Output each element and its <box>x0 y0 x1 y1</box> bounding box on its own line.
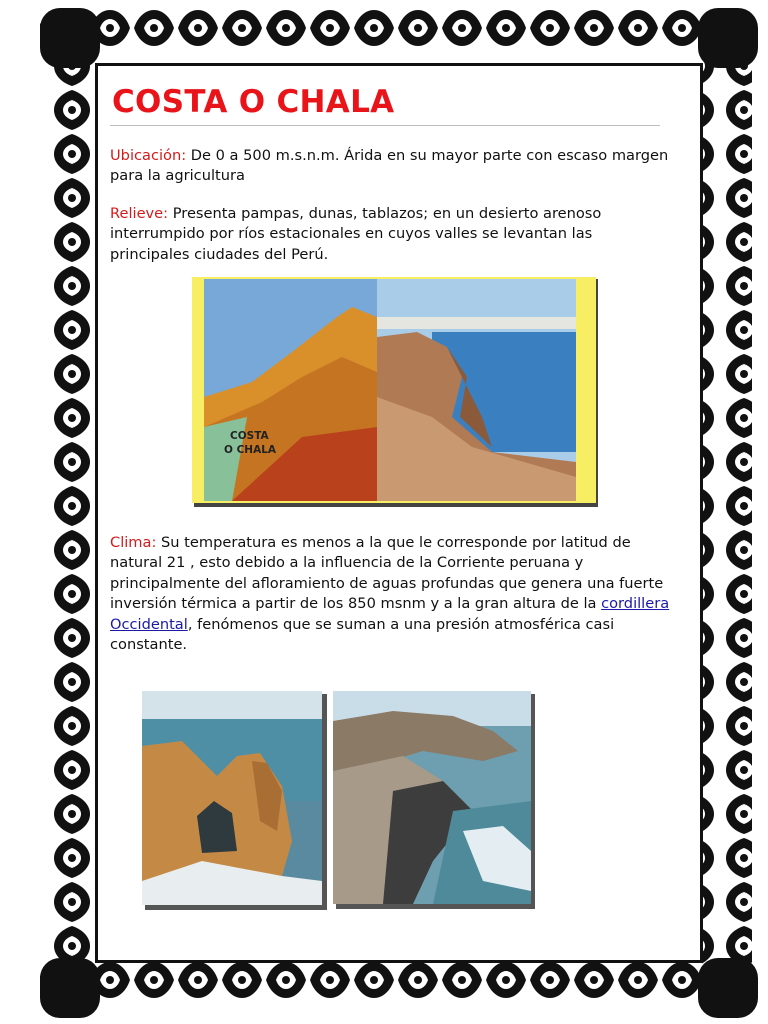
arch-rock-photo <box>142 691 327 910</box>
document-page <box>95 63 703 963</box>
paragraph-clima <box>110 533 670 655</box>
text-ubicacion: De 0 a 500 m.s.n.m. Árida en su mayor parte con escaso margen para la agricultura <box>110 147 669 185</box>
label-relieve: Relieve: <box>110 205 169 222</box>
map-caption-line2: O CHALA <box>224 444 277 456</box>
paragraph-ubicacion <box>110 146 670 187</box>
text-clima-after: , fenómenos que se suman a una presión atmosférica casi constante. <box>110 615 615 654</box>
label-ubicacion: Ubicación: <box>110 147 187 164</box>
coast-map-image <box>192 277 600 507</box>
paragraph-relieve <box>110 204 670 265</box>
label-clima: Clima: <box>110 534 157 551</box>
text-relieve: Presenta pampas, dunas, tablazos; en un desierto arenoso interrumpido por ríos estacionales en cuyos valles se levantan las principales ciudades del Perú. <box>110 205 602 263</box>
rocky-shore-photo <box>333 691 535 909</box>
cordillera-occidental-link[interactable]: cordillera Occidental <box>110 595 670 633</box>
title-divider <box>110 125 660 126</box>
text-clima-before: Su temperatura es menos a la que le corresponde por latitud de natural 21 , esto debido a la influencia de la Corriente peruana y principalmente del afloramiento de aguas profundas que genera una fuerte inversión térmica a partir de los 850 msnm y a la gran altura de la <box>110 534 664 613</box>
page-title: COSTA O CHALA <box>112 84 395 120</box>
map-caption-line1: COSTA <box>230 430 269 442</box>
